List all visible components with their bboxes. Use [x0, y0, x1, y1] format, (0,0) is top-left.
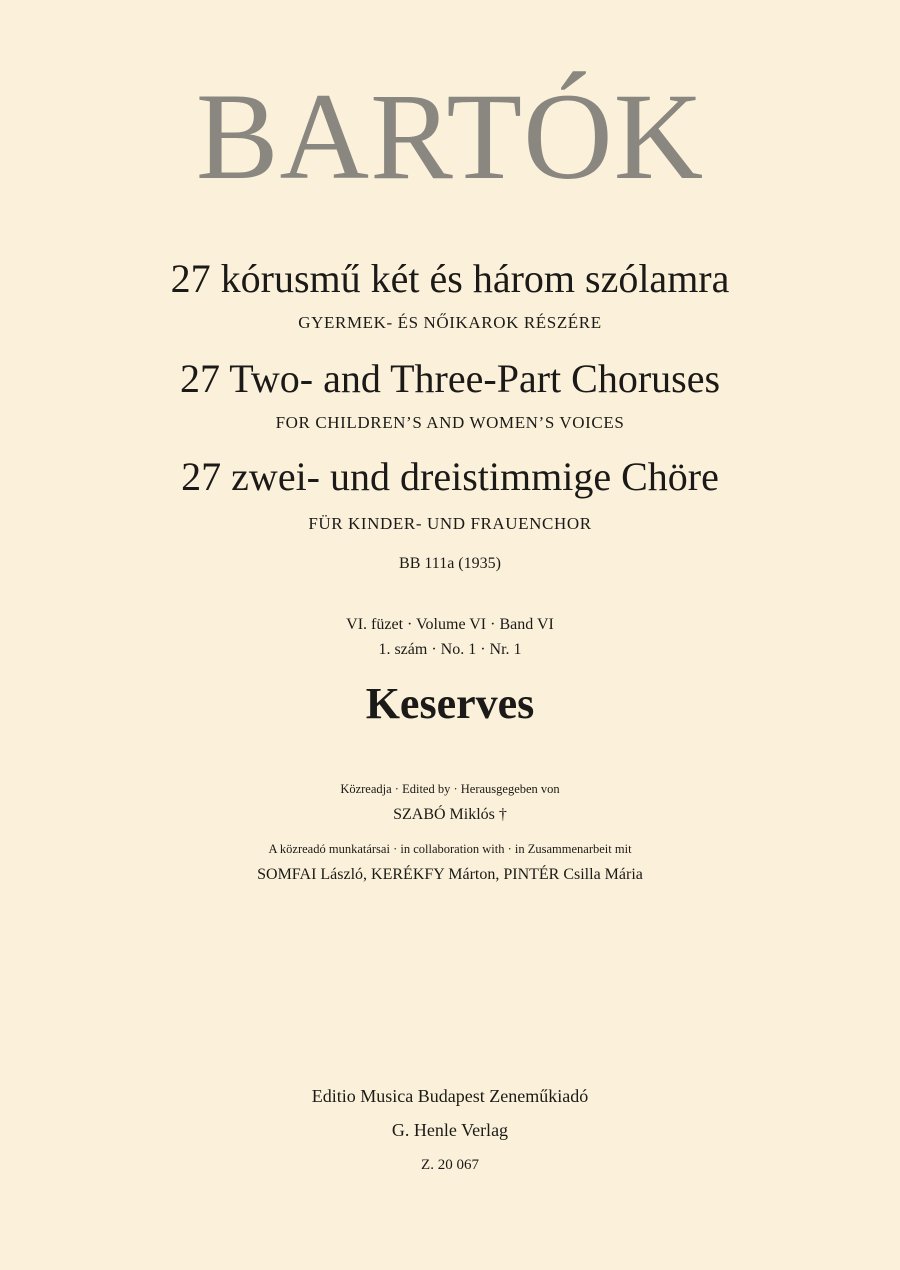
title-english: 27 Two- and Three-Part Choruses	[179, 356, 721, 401]
subtitle-english: FOR CHILDREN’S AND WOMEN’S VOICES	[275, 413, 625, 432]
editor-label: Közreadja · Edited by · Herausgegeben von	[340, 782, 560, 796]
subtitle-hungarian: GYERMEK- ÉS NŐIKAROK RÉSZÉRE	[298, 313, 602, 332]
collaborators: SOMFAI László, KERÉKFY Márton, PINTÉR Csilla Mária	[257, 866, 643, 883]
work-title: Keserves	[365, 679, 535, 728]
volume-info: VI. füzet · Volume VI · Band VI	[346, 616, 554, 633]
collaboration-label: A közreadó munkatársai · in collaboration with · in Zusammenarbeit mit	[268, 842, 632, 856]
catalog-number: BB 111a (1935)	[399, 555, 501, 572]
publisher-emb: Editio Musica Budapest Zeneműkiadó	[311, 1086, 589, 1106]
subtitle-german: FÜR KINDER- UND FRAUENCHOR	[308, 514, 592, 533]
publisher-henle: G. Henle Verlag	[391, 1120, 509, 1140]
title-german: 27 zwei- und dreistimmige Chöre	[181, 454, 719, 499]
composer-name: BARTÓK	[195, 68, 705, 205]
title-hungarian: 27 kórusmű két és három szólamra	[170, 256, 730, 301]
edition-number: Z. 20 067	[421, 1157, 479, 1173]
number-info: 1. szám · No. 1 · Nr. 1	[378, 641, 522, 658]
editor-name: SZABÓ Miklós †	[393, 806, 507, 823]
